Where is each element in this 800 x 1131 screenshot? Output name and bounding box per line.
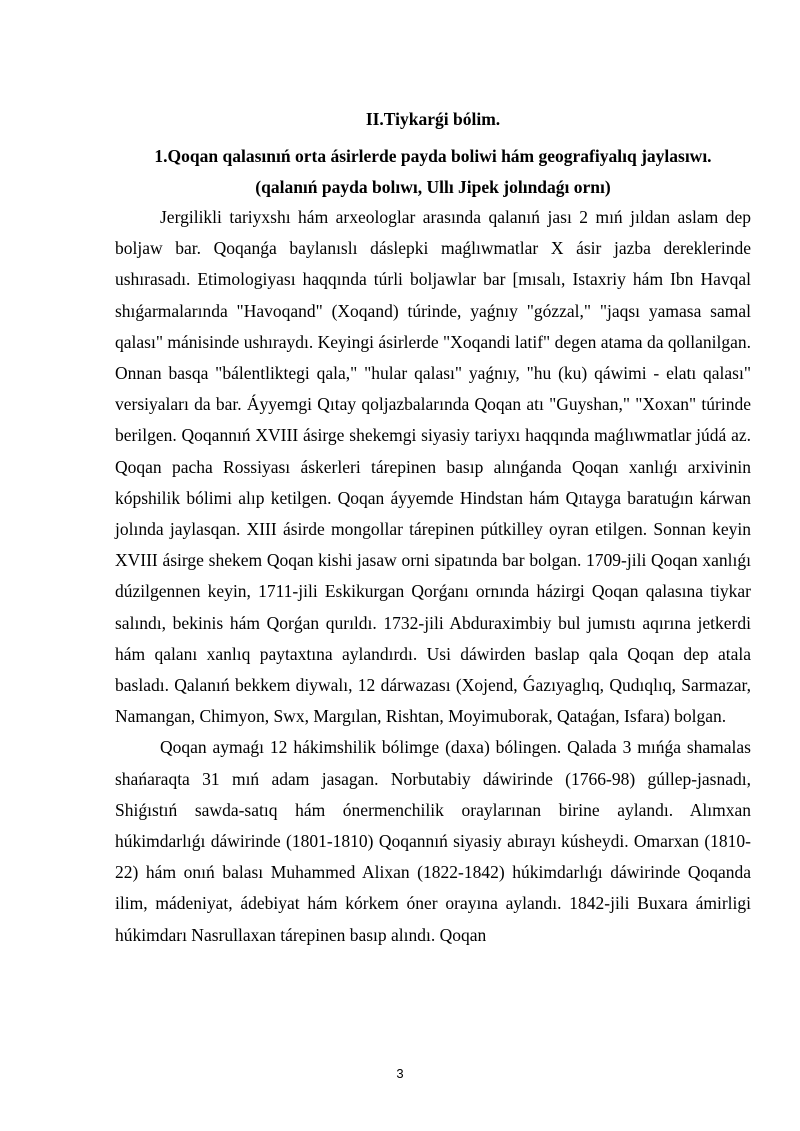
section-heading: II.Tiykarǵi bólim. — [365, 109, 501, 129]
chapter-subheading: (qalanıń payda bolıwı, Ullı Jipek jolındaǵı ornı) — [255, 177, 611, 197]
paragraph-1: Jergilikli tariyxshı hám arxeologlar arasında qalanıń jası 2 mıń jıldan aslam dep boljaw bar. Qoqanǵa baylanıslı dáslepki maǵlıwmatlar X ásir jazba dereklerinde ushırasadı. Etimologiyası haqqında túrli boljawlar bar [mısalı, Istaxriy hám Ibn Havqal shıǵarmalarında "Havoqand" (Xoqand) túrinde, yaǵnıy "gózzal," "jaqsı yamasa samal qalası" mánisinde ushıraydı. Keyingi ásirlerde "Xoqandi latif" degen atama da qollanilgan. Onnan basqa "bálentliktegi qala," "hular qalası" yaǵnıy, "hu (ku) qáwimi - elatı qalası" versiyaları da bar. Áyyemgi Qıtay qoljazbalarında Qoqan atı "Guyshan," "Xoxan" túrinde berilgen. Qoqannıń XVIII ásirge shekemgi siyasiy tariyxı haqqında maǵlıwmatlar júdá az. Qoqan pacha Rossiyası áskerleri tárepinen basıp alınǵanda Qoqan xanlıǵı arxivinin kópshilik bólimi alıp ketilgen. Qoqan áyyemde Hindstan hám Qıtayga baratuǵın kárwan jolında jaylasqan. XIII ásirde mongollar tárepinen pútkilley oyran etilgen. Sonnan keyin XVIII ásirge shekem Qoqan kishi jasaw orni sipatında bar bolgan. 1709-jili Qoqan xanlıǵı dúzilgennen keyin, 1711-jili Eskikurgan Qorǵanı ornında házirgi Qoqan qalasına tiykar salındı, bekinis hám Qorǵan qurıldı. 1732-jili Abduraximbiy bul jumıstı aqırına jetkerdi hám qalanı xanlıq paytaxtına aylandırdı. Usi dáwirden baslap qala Qoqan dep atala basladı. Qalanıń bekkem diywalı, 12 dárwazası (Xojend, Ǵazıyaglıq, Qudıqlıq, Sarmazar, Namangan, Chimyon, Swx, Margılan, Rishtan, Moyimuborak, Qataǵan, Isfara) bolgan. — [115, 207, 751, 727]
chapter-heading: 1.Qoqan qalasınıń orta ásirlerde payda boliwi hám geografiyalıq jaylasıwı. — [154, 146, 712, 166]
page-number: 3 — [396, 1066, 404, 1081]
body-text — [115, 202, 751, 951]
paragraph-2: Qoqan aymaǵı 12 hákimshilik bólimge (daxa) bólingen. Qalada 3 mıńǵa shamalas shańaraqta 31 mıń adam jasagan. Norbutabiy dáwirinde (1766-98) gúllep-jasnadı, Shiǵıstıń sawda-satıq hám ónermenchilik oraylarınan birine aylandı. Alımxan húkimdarlıǵı dáwirinde (1801-1810) Qoqannıń siyasiy abırayı kúsheydi. Omarxan (1810-22) hám onıń balası Muhammed Alixan (1822-1842) húkimdarlıǵı dáwirinde Qoqanda ilim, mádeniyat, ádebiyat hám kórkem óner orayına aylandı. 1842-jili Buxara ámirligi húkimdarı Nasrullaxan tárepinen basıp alındı. Qoqan — [115, 737, 751, 945]
